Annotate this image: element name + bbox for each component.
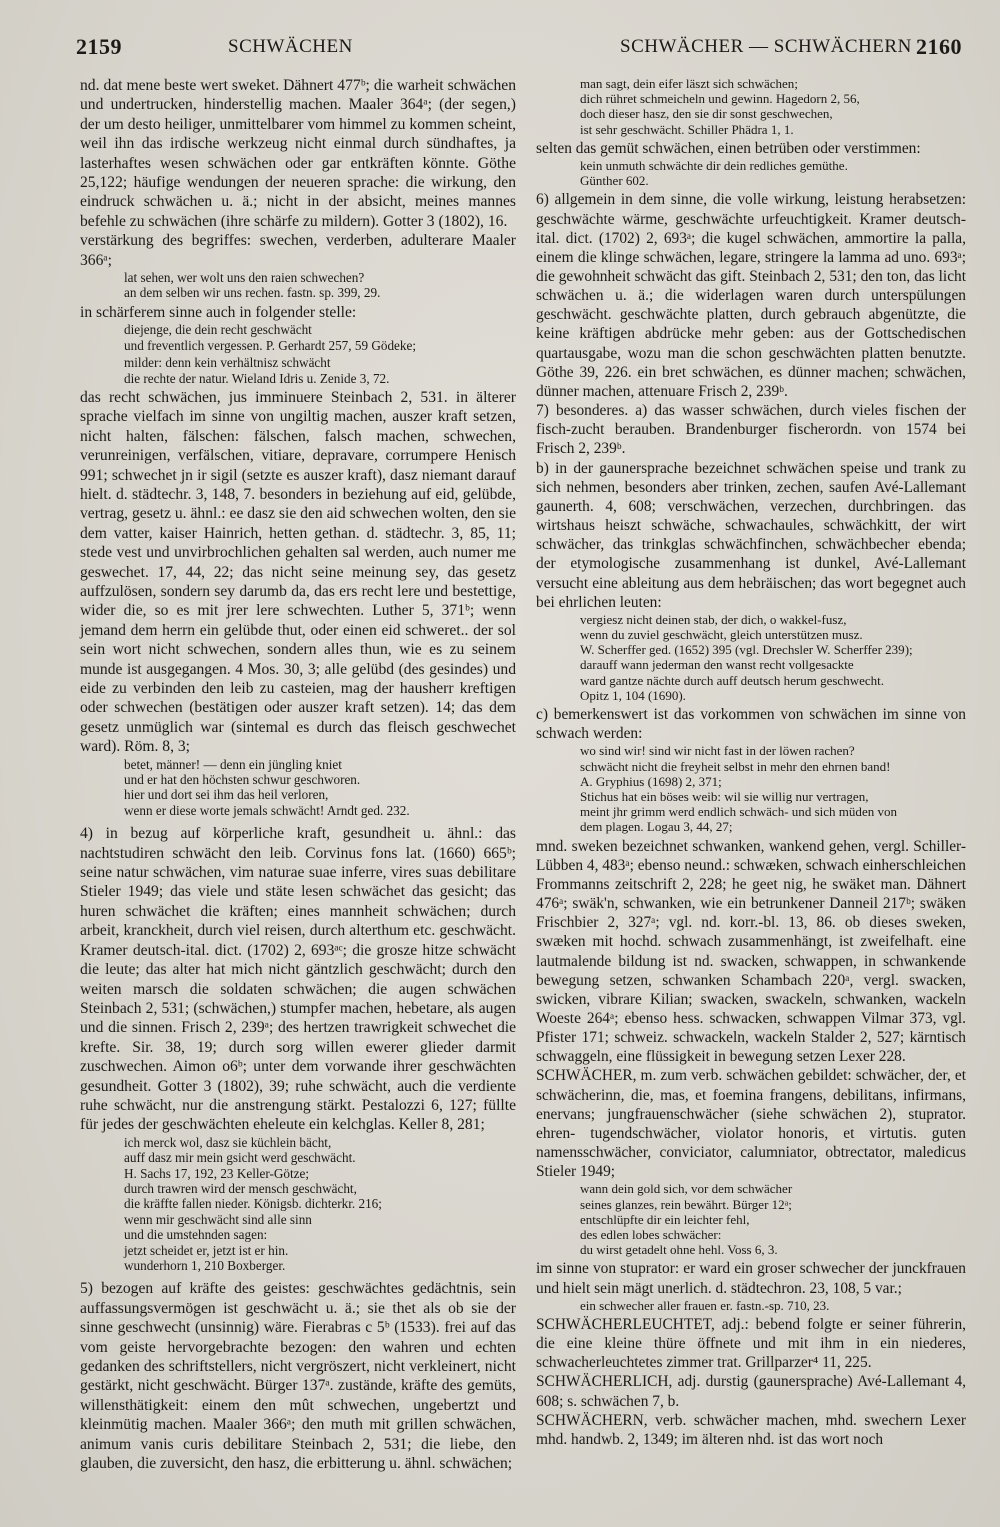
paragraph: 6) allgemein in dem sinne, die volle wirkung, leistung herabsetzen: geschwächte wärme, geschwächte urfeuchtigkeit. Kramer deutsch-ital. dict. (1702) 2, 693ᵃ; die kugel schwächen, ammortire la palla, einem die klinge schwächen, legare, stringere la lamma ad uno. 693ᵃ; die gewohnheit schwächt das gift. Steinbach 2, 531; den ton, das licht schwächen u. ä.; die widerlagen waren durch unterspülungen geschwächt. geschwächte platten, durch gebrauch abgenützte, die keine kräftigen abdrücke mehr geben: aus der Gottschedischen quartausgabe, wozu man die schon geschwächten platten benutzte. Göthe 39, 226. ein bret schwächen, es dünner machen; schwächen, dünner machen, attenuare Frisch 2, 239ᵇ. [536, 191, 966, 400]
paragraph: mnd. sweken bezeichnet schwanken, wankend gehen, vergl. Schiller-Lübben 4, 483ᵃ; ebenso neund.: schwæken, schwach einherschleichen Frommanns zeitschrift 2, 228; he geet nig, he swäket man. Dähnert 476ᵃ; swäk'n, schwanken, wie ein betrunkener Danneil 217ᵇ; swäken Frischbier 2, 327ᵃ; vgl. nd. korr.-bl. 13, 86. ob dieses sweken, swæken mit hochd. schwach zusammenhängt, ist zweifelhaft. eine lautmalende bildung ist nd. swacken, schwappen, in schwankende bewegung setzen, schwanken Schambach 220ᵃ, vergl. swacken, swicken, vibrare Kilian; swacken, swackeln, schwanken, wackeln Woeste 264ᵃ; ebenso hess. schwacken, schwappen Vilmar 373, vgl. Pfister 171; schweiz. schwackeln, wackeln Stalder 2, 527; kärntisch schwaggeln, eine flüssigkeit in bewegung setzen Lexer 228. [536, 837, 966, 1066]
paragraph: b) in der gaunersprache bezeichnet schwächen speise und trank zu sich nehmen, besonders aber trinken, zechen, saufen Avé-Lallemant gaunerth. 4, 608; verschwächen, verzechen, durchbringen. das wirtshaus heiszt schwäche, schwachaules, schwächkitt, der wirt schwächer, das trinkglas schwächfinchen, schwächbecher ebenda; der etymologische zusammenhang ist dunkel, Avé-Lallemant versucht eine ableitung aus dem hebräischen; das wort begegnet auch bei ehrlichen leuten: [536, 459, 966, 611]
left-page-number: 2159 [76, 34, 122, 59]
left-page-header [76, 34, 470, 70]
quotation: lat sehen, wer wolt uns den raien schwechen? an dem selben wir uns rechen. fastn. sp. 399, 29. [124, 270, 381, 301]
paragraph: c) bemerkenswert ist das vorkommen von schwächen im sinne von schwach werden: [536, 706, 966, 743]
paragraph: nd. dat mene beste wert sweket. Dähnert 477ᵇ; die warheit schwächen und undertrucken, hinderstellig machen. Maaler 364ᵃ; (der segen,) der um desto heiliger, unmittelbarer vom himmel zu kommen scheint, weil ihn das irdische werkzeug nicht einmal durch sündhaftes, ja lasterhaftes wesen schwächen oder gar entkräften könnte. Göthe 25,122; häufige wendungen der neueren sprache: die wirkung, den eindruck schwächen u. ä.; nicht in der absicht, meines mannes befehle zu schwächen (ihre schärfe zu mildern). Gotter 3 (1802), 16. [80, 77, 516, 230]
quotation: diejenge, die dein recht geschwächt und freventlich vergessen. P. Gerhardt 257, 59 Gödeke; [124, 322, 417, 353]
paragraph: 4) in bezug auf körperliche kraft, gesundheit u. ähnl.: das nachtstudiren schwächt den leib. Corvinus fons lat. (1660) 665ᵇ; seine natur schwächen, vim naturae suae inferre, vires suas debilitare Stieler 1949; das viele und stäte lesen schwächet das gesicht; das huren schwächet die kräften; eines mannheit schwächen; durch arbeit, kranckheit, durch viel reisen, durch alterthum etc. geschwächt. Kramer deutsch-ital. dict. (1702) 2, 693ᵃᶜ; die grosze hitze schwächt die leute; das alter hat mich nicht gäntzlich geschwächt; durch den weiten marsch die soldaten schwächen; die augen schwächen Steinbach 2, 531; (schwächen,) stumpfer machen, hebetare, als augen und die sinnen. Frisch 2, 239ᵃ; des hertzen trawrigkeit schwechet die krefte. Sir. 38, 19; durch sorg willen ewerer glieder darmit zuschwechen. Aimon o6ᵇ; unter dem vorwande ihrer geschwächten gesundheit. Gotter 3 (1802), 39; ruhe schwächt, auch die verdiente ruhe schwächt, nur die anstrengung stärkt. Pestalozzi 6, 127; füllte für jedes der geschwächten eheleute ein kelchglas. Keller 8, 281; [80, 825, 516, 1134]
right-running-head: SCHWÄCHER — SCHWÄCHERN [620, 36, 912, 57]
paragraph: 5) bezogen auf kräfte des geistes: geschwächtes gedächtnis, sein auffassungsvermögen ist geschwächt u. ä.; sie thet als ob sie der sinne geschwecht (unsinnig) wäre. Fierabras c 5ᵇ (1533). frei auf das vom geiste hervorgebrachte bezogen: den wahren und echten gedanken des schriftstellers, nicht vergröszert, nicht verkleinert, nicht gestärkt, nicht geschwächt. Bürger 137ᵃ. zustände, kräfte des gemüts, willensthätigkeit: einem den mût schwechen, ungebertzt und kleinmütig machen. Maaler 366ᵃ; den muth mit grillen schwächen, animum vanis curis debilitare Steinbach 2, 531; die liebe, den glauben, die zuversicht, den hasz, die erbitterung u. ähnl. schwächen; [80, 1280, 516, 1473]
paragraph: 7) besonderes. a) das wasser schwächen, durch vieles fischen der fisch-zucht berauben. Brandenburger fischerordn. von 1574 bei Frisch 2, 239ᵇ. [536, 402, 966, 458]
paragraph: das recht schwächen, jus imminuere Steinbach 2, 531. in älterer sprache vielfach im sinne von ungiltig machen, auszer kraft setzen, nicht halten, fälschen: fälschen, falsch machen, schwechen, verunreinigen, verfälschen, vitiare, depravare, corrumpere Henisch 991; schwechet jn ir sigil (setzte es auszer kraft), dasz niemant darauf hielt. d. städtechr. 3, 148, 7. besonders in beziehung auf eid, gelübde, vertrag, gesetz u. ähnl.: ee dasz sie den aid schwechen wolten, den sie dem vatter, kaiser Hainrich, hetten gethan. d. städtechr. 3, 85, 11; stede vest und unvirbrochlichen gehalten sal werden, auch numer me geswechet. 17, 44, 22; das nicht seine meinung sey, das gesetz auffzulösen, sondern sey darumb da, das ers recht lere und bestettige, wider die, so es mit jrer lere schwechten. Luther 5, 371ᵇ; wenn jemand dem herrn ein gelübde thut, oder einen eid schweret.. der sol sein wort nicht schwechen, sondern alles thun, wie es zu seinem munde ist ausgegangen. 4 Mos. 30, 3; alle gelübd (des gesindes) und eide zu verbinden den leib zu casteien, mag der hausherr kreftigen oder schwechen (bestätigen oder auszer kraft setzen). 14; das dem gesetz unmüglich war (sintemal es durch das fleisch geschwechet ward). Röm. 8, 3; [80, 388, 516, 756]
entry-schwaecher: SCHWÄCHER, m. zum verb. schwächen gebildet: schwächer, der, et schwächerinn, die, mas, et foemina frangens, debilitans, infirmans, enervans; jungfrauenschwächer (siehe schwächen 2), stuprator. ehren- tugendschwächer, violator honoris, et virtutis. guten namensschwächer, conviciator, calumniator, obtrectator, maledicus Stieler 1949; [536, 1067, 966, 1181]
entry-schwaechern: SCHWÄCHERN, verb. schwächer machen, mhd. swechern Lexer mhd. handwb. 2, 1349; im älteren nhd. ist das wort noch [536, 1411, 966, 1448]
right-page-header [620, 34, 962, 70]
quotation: ich merck wol, dasz sie küchlein bächt, auff dasz mir mein gsicht werd geschwächt. H. Sachs 17, 192, 23 Keller-Götze; durch trawren wird der mensch geschwächt, die kräffte fallen nieder. Königsb. dichterkr. 216; wenn mir geschwächt sind alle sinn und die umstehnden sagen: jetzt scheidet er, jetzt ist er hin. wunderhorn 1, 210 Boxberger. [124, 1134, 382, 1273]
right-column [536, 76, 966, 1449]
entry-schwaecherlich: SCHWÄCHERLICH, adj. durstig (gaunersprache) Avé-Lallemant 4, 608; s. schwächen 7, b. [536, 1373, 966, 1410]
paragraph: verstärkung des begriffes: swechen, verderben, adulterare Maaler 366ᵃ; [80, 232, 516, 269]
quotation: milder: denn kein verhältnisz schwächt die rechte der natur. Wieland Idris u. Zenide 3, 72. [124, 355, 390, 386]
quotation: kein unmuth schwächte dir dein redliches gemüthe. Günther 602. [580, 157, 848, 189]
paragraph: selten das gemüt schwächen, einen betrüben oder verstimmen: [536, 139, 921, 157]
quotation: wann dein gold sich, vor dem schwächer seines glanzes, rein bewährt. Bürger 12ᵃ; entschlüpfte dir ein leichter fehl, des edlen lobes schwächer: du wirst getadelt ohne hehl. Voss 6, 3. [580, 1181, 793, 1258]
quotation: vergiesz nicht deinen stab, der dich, o wakkel-fusz, wenn du zuviel geschwächt, gleich unterstützen musz. W. Scherffer ged. (1652) 395 (vgl. Drechsler W. Scherffer 239); darauff wann jederman den wanst recht vollgesackte ward gantze nächte durch auff deutsch herum geschwecht. Opitz 1, 104 (1690). [580, 611, 913, 703]
entry-schwaecherleuchtet: SCHWÄCHERLEUCHTET, adj.: bebend folgte er seiner führerin, die eine kleine thüre öffnete und mit ihm in ein niederes, schwacherleuchtetes zimmer trat. Grillparzer⁴ 11, 225. [536, 1315, 966, 1372]
right-page-number: 2160 [916, 34, 962, 59]
paragraph: in schärferem sinne auch in folgender stelle: [80, 303, 357, 321]
quotation: betet, männer! — denn ein jüngling kniet und er hat den höchsten schwur geschworen. hier und dort sei ihm das heil verloren, wenn er diese worte jemals schwächt! Arndt ged. 232. [124, 756, 410, 818]
paragraph: im sinne von stuprator: er ward ein groser schwecher der junckfrauen und hielt sein mägt unerlich. d. städtechron. 23, 108, 5 var.; [536, 1260, 966, 1297]
left-column [80, 76, 516, 1473]
quotation: wo sind wir! sind wir nicht fast in der löwen rachen? schwächt nicht die freyheit selbst in mehr den ehrnen band! A. Gryphius (1698) 2, 371; Stichus hat ein böses weib: wil sie willig nur vertragen, meint jhr grimm werd endlich schwäch- und sich müden von dem plagen. Logau 3, 44, 27; [580, 743, 898, 835]
quotation: ein schwecher aller frauen er. fastn.-sp. 710, 23. [580, 1297, 830, 1313]
left-running-head: SCHWÄCHEN [228, 36, 353, 57]
quotation: man sagt, dein eifer läszt sich schwächen; dich rühret schmeicheln und gewinn. Hagedorn 2, 56, doch dieser hasz, den sie dir sonst geschwechen, ist sehr geschwächt. Schiller Phädra 1, 1. [580, 76, 860, 137]
